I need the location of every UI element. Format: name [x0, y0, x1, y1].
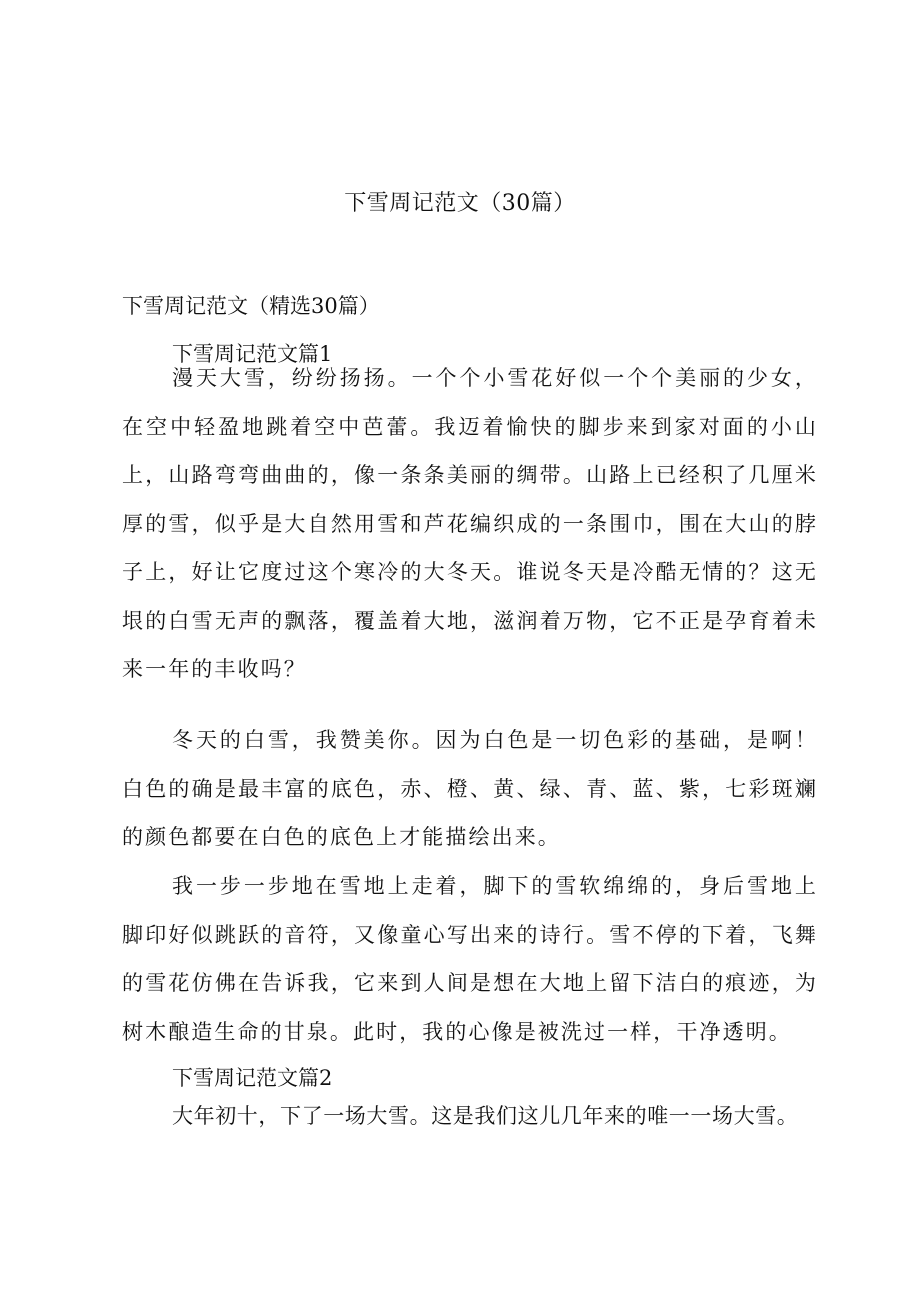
paragraph-2: 冬天的白雪，我赞美你。因为白色是一切色彩的基础，是啊！白色的确是最丰富的底色，赤、橙、黄、绿、青、蓝、紫，七彩斑斓的颜色都要在白色的底色上才能描绘出来。 — [122, 728, 818, 849]
section-heading-2: 下雪周记范文篇2 — [172, 1066, 333, 1090]
paragraph-3: 我一步一步地在雪地上走着，脚下的雪软绵绵的，身后雪地上脚印好似跳跃的音符，又像童心写出来的诗行。雪不停的下着，飞舞的雪花仿佛在告诉我，它来到人间是想在大地上留下洁白的痕迹，为树木酿造生命的甘泉。此时，我的心像是被洗过一样，干净透明。 — [122, 874, 818, 1044]
paragraph-4: 大年初十，下了一场大雪。这是我们这儿几年来的唯一一场大雪。 — [172, 1104, 799, 1128]
document-title: 下雪周记范文（30篇） — [344, 191, 576, 216]
document-subtitle: 下雪周记范文（精选30篇） — [122, 294, 380, 318]
paragraph-1: 漫天大雪，纷纷扬扬。一个个小雪花好似一个个美丽的少女，在空中轻盈地跳着空中芭蕾。我迈着愉快的脚步来到家对面的小山上，山路弯弯曲曲的，像一条条美丽的绸带。山路上已经积了几厘米厚的雪，似乎是大自然用雪和芦花编织成的一条围巾，围在大山的脖子上，好让它度过这个寒冷的大冬天。谁说冬天是冷酷无情的？这无垠的白雪无声的飘落，覆盖着大地，滋润着万物，它不正是孕育着未来一年的丰收吗？ — [122, 366, 818, 681]
section-heading-1: 下雪周记范文篇1 — [172, 342, 333, 366]
